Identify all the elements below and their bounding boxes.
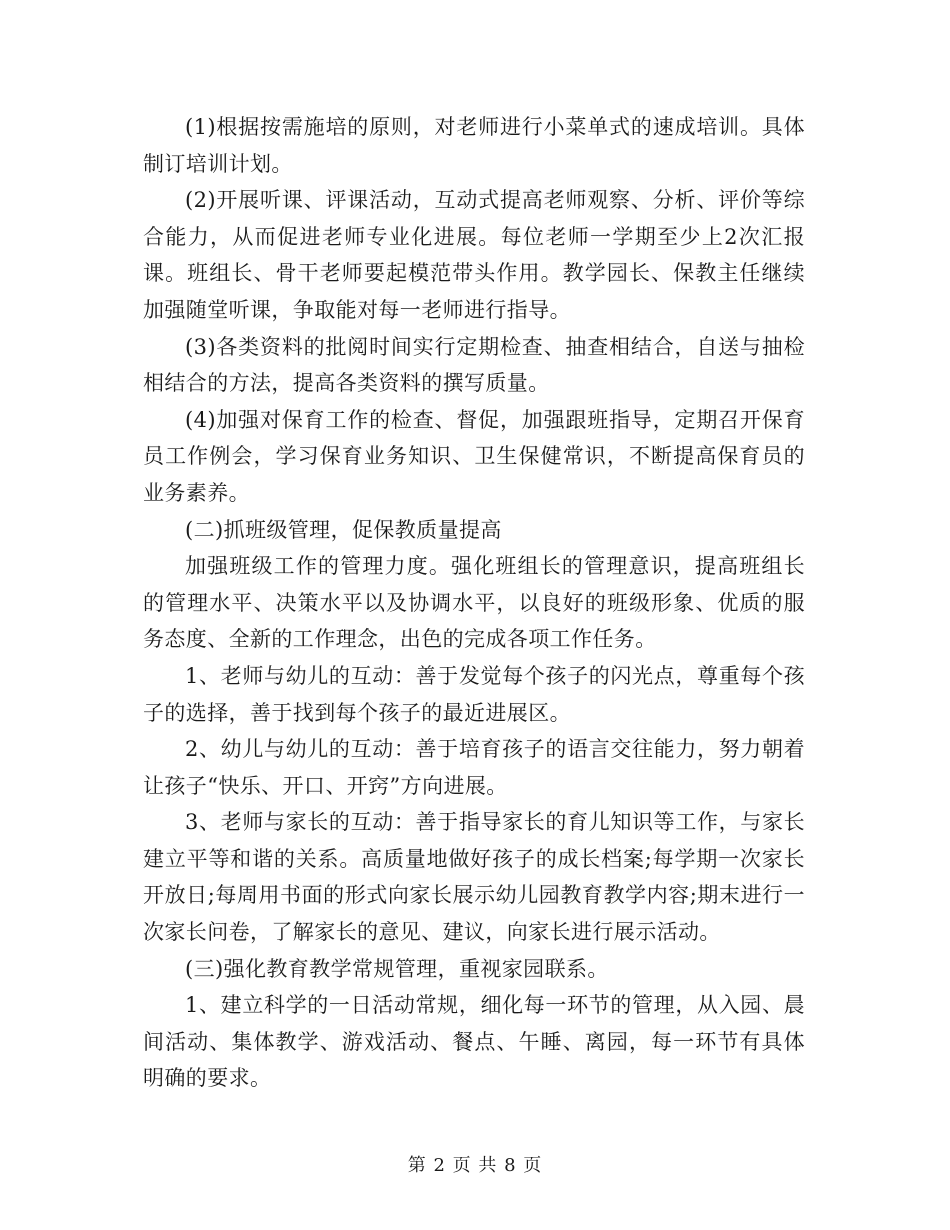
paragraph: (4)加强对保育工作的检查、督促，加强跟班指导，定期召开保育员工作例会，学习保育业务知识、卫生保健常识，不断提高保育员的业务素养。: [143, 407, 805, 505]
paragraph: 加强班级工作的管理力度。强化班组长的管理意识，提高班组长的管理水平、决策水平以及协调水平，以良好的班级形象、优质的服务态度、全新的工作理念，出色的完成各项工作任务。: [143, 554, 805, 652]
page-footer: 第 2 页 共 8 页: [407, 1155, 543, 1176]
paragraph: (2)开展听课、评课活动，互动式提高老师观察、分析、评价等综合能力，从而促进老师专业化进展。每位老师一学期至少上2次汇报课。班组长、骨干老师要起模范带头作用。教学园长、保教主任继续加强随堂听课，争取能对每一老师进行指导。: [143, 188, 805, 322]
paragraph: 1、老师与幼儿的互动：善于发觉每个孩子的闪光点，尊重每个孩子的选择，善于找到每个孩子的最近进展区。: [143, 663, 805, 725]
paragraph: 2、幼儿与幼儿的互动：善于培育孩子的语言交往能力，努力朝着让孩子“快乐、开口、开窍”方向进展。: [143, 737, 805, 798]
section-heading: (三)强化教育教学常规管理，重视家园联系。: [185, 956, 609, 981]
section-heading: (二)抓班级管理，促保教质量提高: [185, 517, 502, 542]
paragraph: (1)根据按需施培的原则，对老师进行小菜单式的速成培训。具体制订培训计划。: [143, 115, 805, 176]
paragraph: 1、建立科学的一日活动常规，细化每一环节的管理，从入园、晨间活动、集体教学、游戏活动、餐点、午睡、离园，每一环节有具体明确的要求。: [143, 993, 805, 1091]
paragraph: (3)各类资料的批阅时间实行定期检查、抽查相结合，自送与抽检相结合的方法，提高各类资料的撰写质量。: [143, 334, 805, 396]
paragraph: 3、老师与家长的互动：善于指导家长的育儿知识等工作，与家长建立平等和谐的关系。高质量地做好孩子的成长档案;每学期一次家长开放日;每周用书面的形式向家长展示幼儿园教育教学内容;期末进行一次家长问卷，了解家长的意见、建议，向家长进行展示活动。: [143, 810, 805, 945]
document-body: [143, 109, 805, 1097]
